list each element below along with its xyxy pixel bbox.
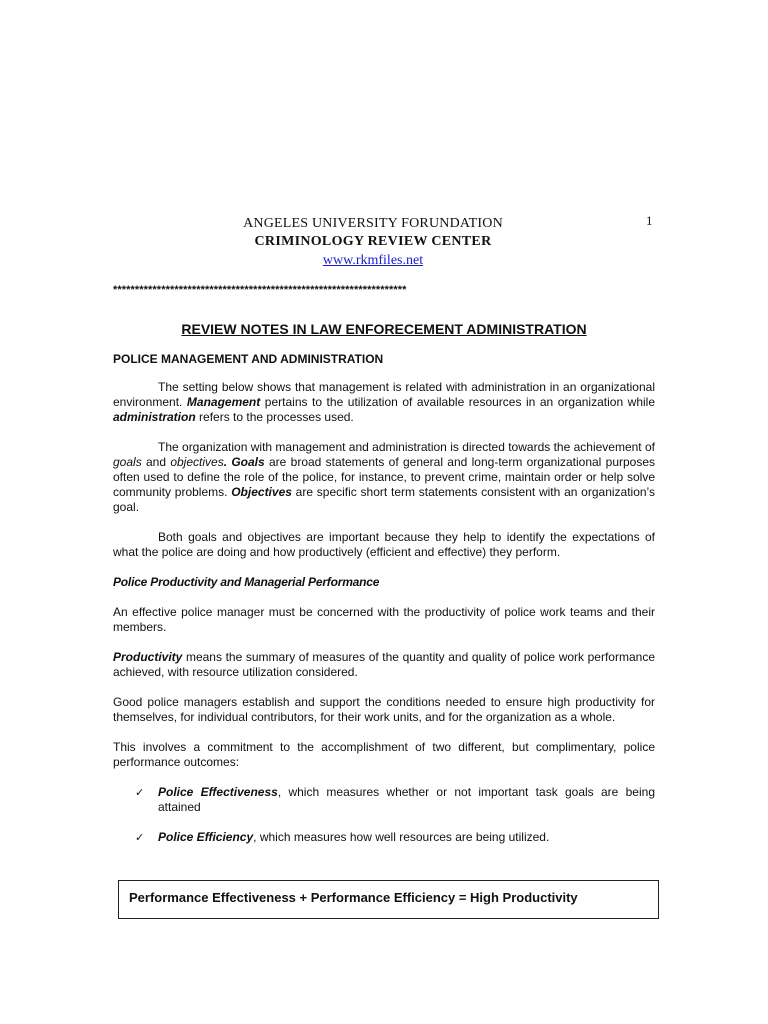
- paragraph-productivity-definition: Productivity means the summary of measures of the quantity and quality of police work performance achieved, with resource utilization considered.: [113, 650, 655, 679]
- paragraph-expectations: Both goals and objectives are important because they help to identify the expectations of what the police are doing and how productively (efficient and effective) they perform.: [113, 530, 655, 559]
- list-item-term: Police Efficiency: [158, 830, 254, 844]
- section-heading: POLICE MANAGEMENT AND ADMINISTRATION: [113, 352, 384, 366]
- list-item: [135, 785, 655, 815]
- formula-box: Performance Effectiveness + Performance Efficiency = High Productivity: [118, 880, 659, 919]
- list-item: [135, 830, 655, 845]
- paragraph-goals-objectives: The organization with management and administration is directed towards the achievement of goals and objectives. Goals are broad statements of general and long-term organizational purposes often used to define the role of the police, for instance, to prevent crime, maintain order or help solve community problems. Objectives are specific short term statements consistent with an organization’s goal.: [113, 440, 656, 514]
- document-title: REVIEW NOTES IN LAW ENFORECEMENT ADMINISTRATION: [181, 321, 587, 337]
- website-link[interactable]: www.rkmfiles.net: [322, 253, 424, 268]
- page-number: 1: [646, 213, 653, 228]
- checkmark-icon: ✓: [135, 831, 145, 844]
- outcome-list: [113, 785, 655, 845]
- review-center-name: CRIMINOLOGY REVIEW CENTER: [254, 234, 492, 249]
- list-item-text: , which measures how well resources are being utilized.: [253, 830, 550, 844]
- organization-name: ANGELES UNIVERSITY FORUNDATION: [243, 216, 503, 231]
- document-body: [113, 320, 655, 860]
- list-item-term: Police Effectiveness: [158, 785, 278, 799]
- list-item-text: , which measures whether or not important task goals are being attained: [158, 785, 655, 814]
- paragraph-effective-manager: An effective police manager must be concerned with the productivity of police work teams and their members.: [113, 605, 655, 634]
- asterisk-separator: *******************************************************************: [113, 284, 407, 296]
- sub-heading-productivity: Police Productivity and Managerial Performance: [113, 575, 380, 589]
- document-header: [113, 214, 633, 270]
- paragraph-commitment: This involves a commitment to the accomplishment of two different, but complimentary, police performance outcomes:: [113, 740, 655, 769]
- paragraph-good-managers: Good police managers establish and support the conditions needed to ensure high productivity for themselves, for individual contributors, for their work units, and for the organization as a whole.: [113, 695, 655, 724]
- checkmark-icon: ✓: [135, 786, 145, 799]
- paragraph-management: The setting below shows that management is related with administration in an organizational environment. Management pertains to the utilization of available resources in an organization while administration refers to the processes used.: [113, 380, 655, 424]
